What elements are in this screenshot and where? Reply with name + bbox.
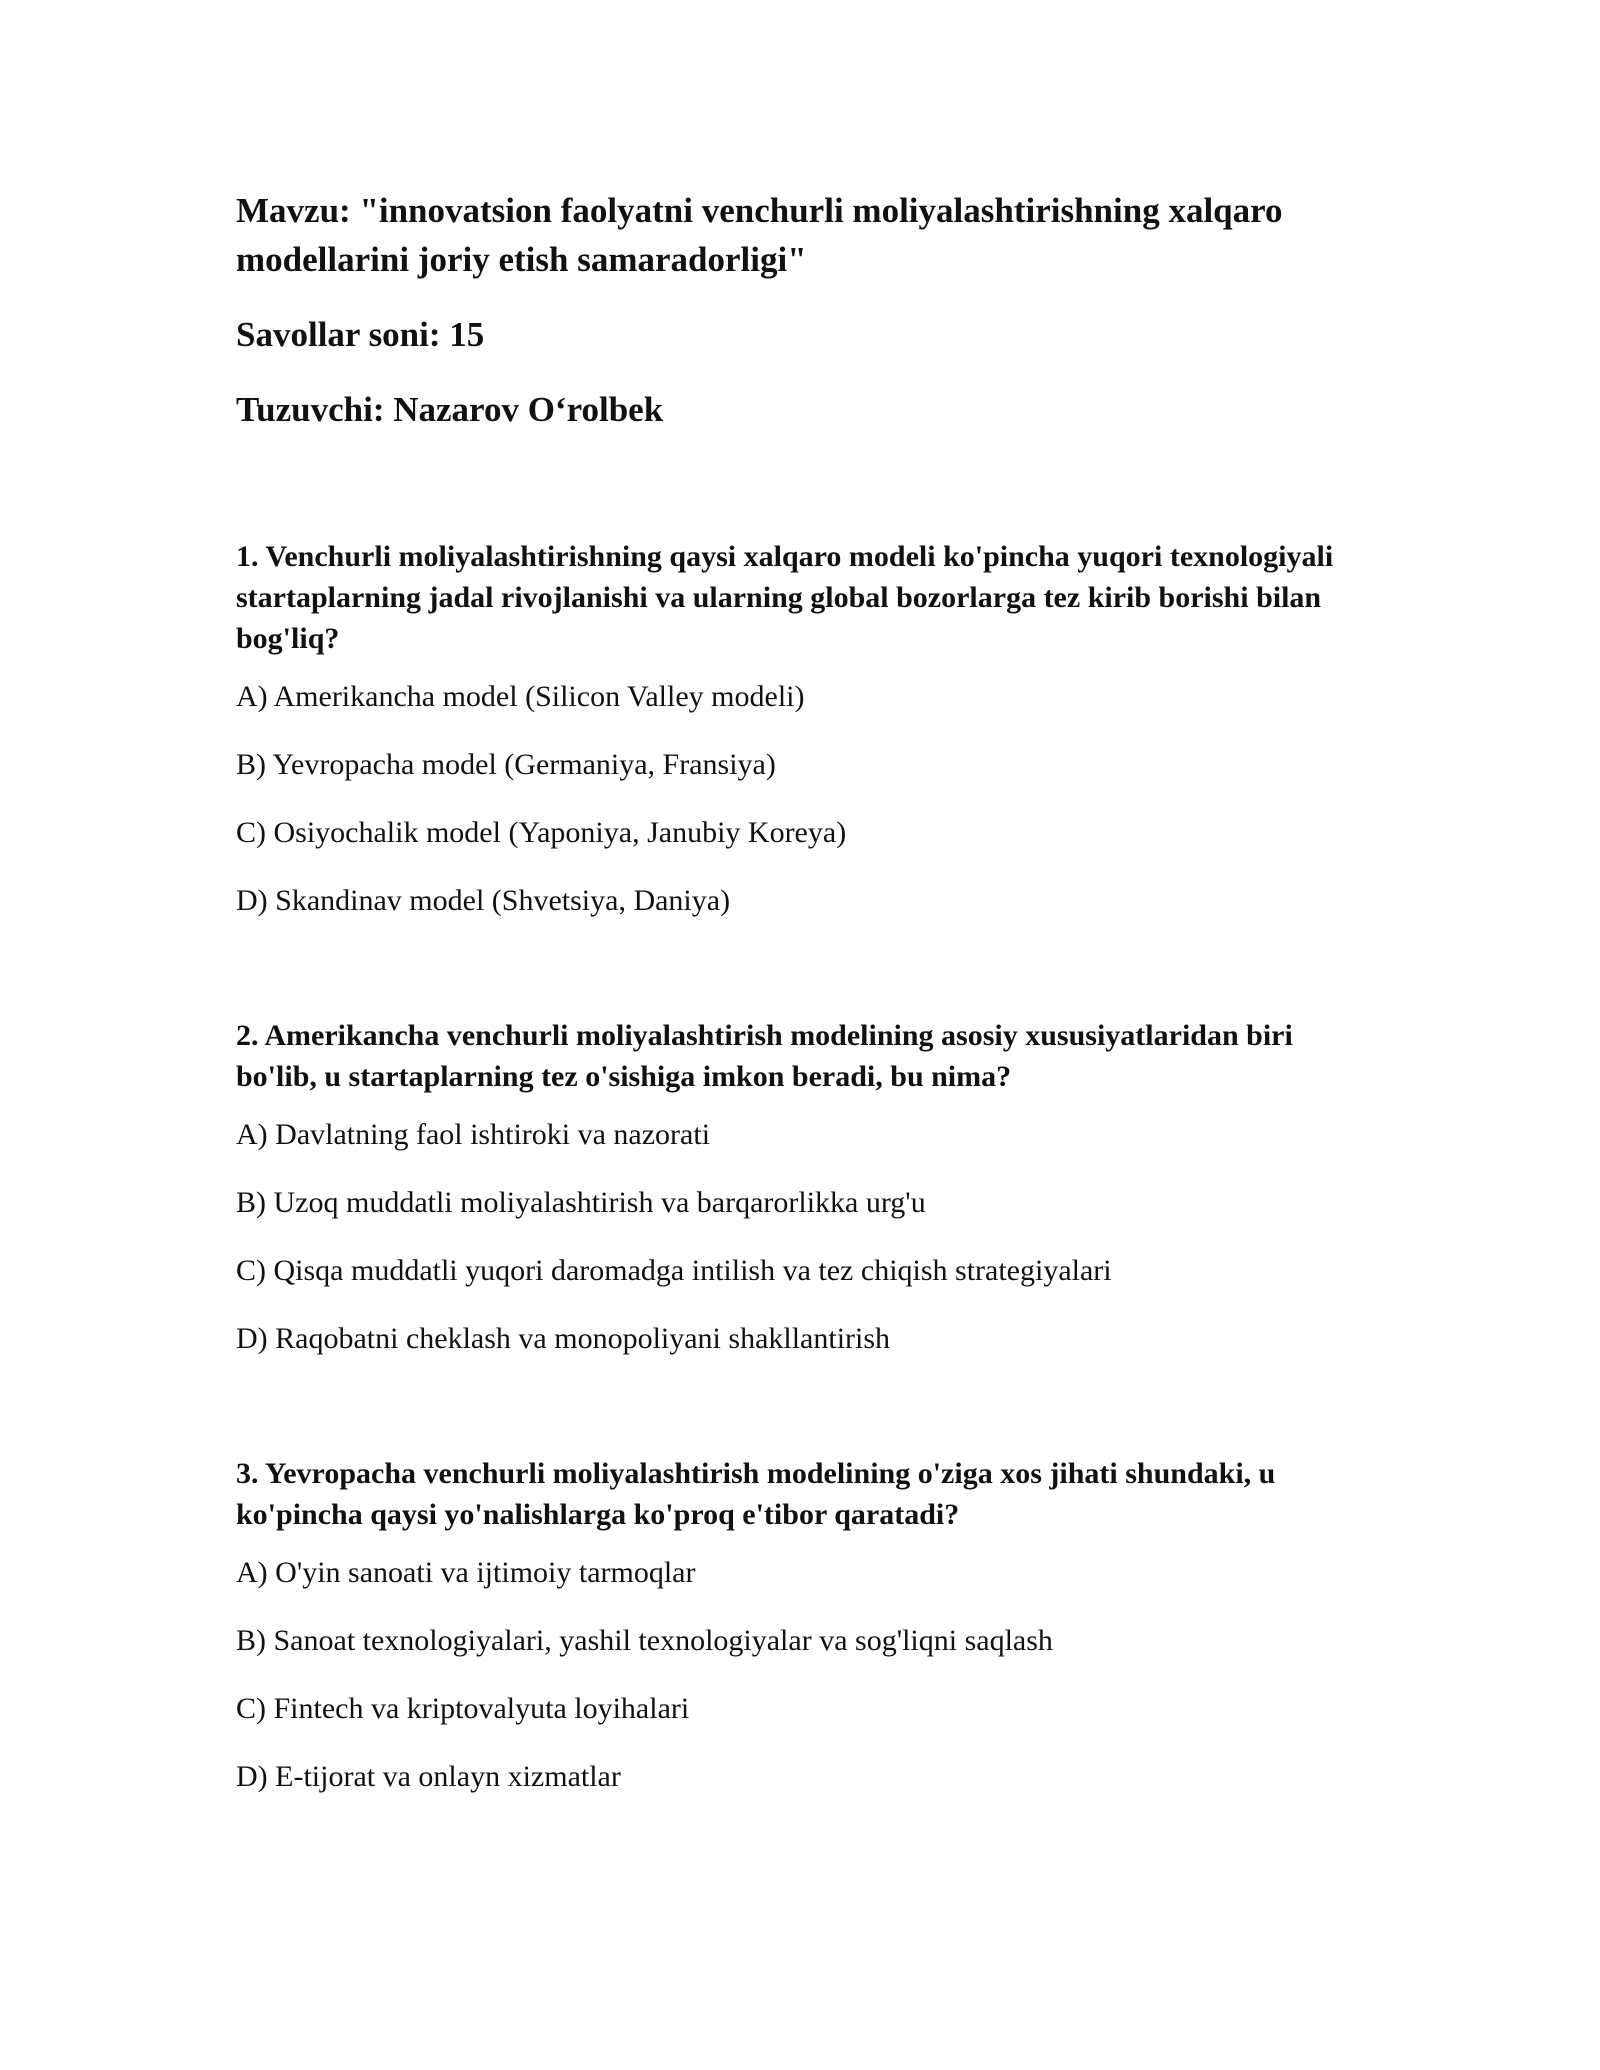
question-block-3 — [236, 1453, 1366, 1795]
answer-option-a: A) Amerikancha model (Silicon Valley modeli) — [236, 680, 805, 713]
question-block-1 — [236, 536, 1366, 919]
answer-option-b: B) Uzoq muddatli moliyalashtirish va barqarorlikka urg'u — [236, 1186, 926, 1219]
answer-option-c: C) Fintech va kriptovalyuta loyihalari — [236, 1692, 690, 1725]
answer-option-b: B) Yevropacha model (Germaniya, Fransiya) — [236, 748, 776, 781]
answer-option-b: B) Sanoat texnologiyalari, yashil texnologiyalar va sog'liqni saqlash — [236, 1624, 1053, 1657]
answer-option-d: D) Raqobatni cheklash va monopoliyani shakllantirish — [236, 1322, 891, 1355]
answer-option-a: A) Davlatning faol ishtiroki va nazorati — [236, 1118, 711, 1151]
answer-option-c: C) Osiyochalik model (Yaponiya, Janubiy Koreya) — [236, 816, 847, 849]
answer-option-d: D) E-tijorat va onlayn xizmatlar — [236, 1760, 621, 1793]
question-block-2 — [236, 1015, 1366, 1357]
question-text: 2. Amerikancha venchurli moliyalashtirish modelining asosiy xususiyatlaridan biri bo'lib, u startaplarning tez o'sishiga imkon beradi, bu nima? — [236, 1019, 1293, 1093]
question-text: 3. Yevropacha venchurli moliyalashtirish modelining o'ziga xos jihati shundaki, u ko'pincha qaysi yo'nalishlarga ko'proq e'tibor qaratadi? — [236, 1457, 1276, 1531]
answer-option-d: D) Skandinav model (Shvetsiya, Daniya) — [236, 884, 731, 917]
question-count: Savollar soni: 15 — [236, 315, 485, 354]
answer-option-c: C) Qisqa muddatli yuqori daromadga intilish va tez chiqish strategiyalari — [236, 1254, 1112, 1287]
author-line: Tuzuvchi: Nazarov O‘rolbek — [236, 390, 664, 429]
question-text: 1. Venchurli moliyalashtirishning qaysi xalqaro modeli ko'pincha yuqori texnologiyali startaplarning jadal rivojlanishi va ularning global bozorlarga tez kirib borishi bilan bog'liq? — [236, 540, 1334, 655]
answer-option-a: A) O'yin sanoati va ijtimoiy tarmoqlar — [236, 1556, 696, 1589]
document-content — [236, 186, 1366, 1795]
document-title: Mavzu: "innovatsion faolyatni venchurli moliyalashtirishning xalqaro modellarini joriy etish samaradorligi" — [236, 191, 1283, 279]
